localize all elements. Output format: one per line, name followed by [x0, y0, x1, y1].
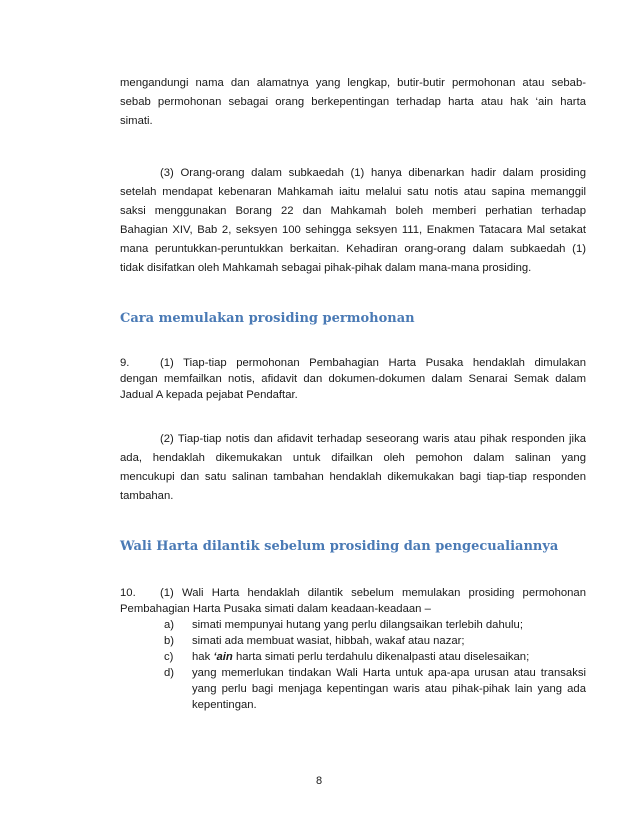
text-line: mencukupi dan satu salinan tambahan hendaklah dikemukakan bagi tiap-tiap responden — [120, 471, 586, 483]
list-item-label: a) — [164, 619, 175, 631]
list-item-text — [192, 665, 586, 713]
list-item — [164, 633, 586, 649]
condition-list — [164, 617, 586, 713]
text-line: simati. — [120, 115, 153, 127]
paragraph-rule-9-1 — [120, 355, 586, 403]
text-line: ada, hendaklah dikemukakan untuk difailkan oleh pemohon dalam salinan yang — [120, 452, 586, 464]
text-line: (3) Orang-orang dalam subkaedah (1) hanya dibenarkan hadir dalam prosiding — [160, 167, 586, 179]
text-fragment: harta simati perlu terdahulu dikenalpasti atau diselesaikan; — [232, 651, 530, 663]
rule-number: 9. — [120, 357, 130, 369]
list-item-label: b) — [164, 635, 175, 647]
text-line: mana peruntukkan-peruntukkan berkaitan. Kehadiran orang-orang dalam subkaedah (1) — [120, 243, 586, 255]
text-line: tidak disifatkan oleh Mahkamah sebagai pihak-pihak dalam mana-mana prosiding. — [120, 262, 532, 274]
text-line: Bahagian XIV, Bab 2, seksyen 100 sehingga seksyen 111, Enakmen Tatacara Mal setakat — [120, 224, 586, 236]
paragraph-continuation — [120, 74, 586, 131]
text-line: yang memerlukan tindakan Wali Harta untuk apa-apa urusan atau transaksi — [192, 667, 586, 679]
list-item-text — [192, 633, 586, 649]
text-fragment: hak — [192, 651, 214, 663]
emphasized-term: ‘ain — [213, 651, 233, 663]
section-heading: Cara memulakan prosiding permohonan — [120, 311, 415, 326]
text-line: (2) Tiap-tiap notis dan afidavit terhadap seseorang waris atau pihak responden jika — [160, 433, 586, 445]
text-line — [120, 355, 586, 371]
paragraph-rule-9-2 — [120, 430, 586, 506]
text-line: saksi menggunakan Borang 22 dan Mahkamah boleh memberi perhatian terhadap — [120, 205, 586, 217]
list-item — [164, 665, 586, 713]
list-item-label: c) — [164, 651, 174, 663]
paragraph-rule-10-1 — [120, 585, 586, 617]
text-line: mengandungi nama dan alamatnya yang lengkap, butir-butir permohonan atau sebab- — [120, 77, 586, 89]
text-line: kepentingan. — [192, 699, 257, 711]
list-item — [164, 649, 586, 665]
rule-number: 10. — [120, 587, 136, 599]
text-line: simati mempunyai hutang yang perlu dilangsaikan terlebih dahulu; — [192, 619, 523, 631]
text-line: sebab permohonan sebagai orang berkepentingan terhadap harta atau hak ‘ain harta — [120, 96, 586, 108]
text-line: dengan memfailkan notis, afidavit dan dokumen-dokumen dalam Senarai Semak dalam — [120, 373, 586, 385]
paragraph-subrule-3 — [120, 164, 586, 278]
text-line — [120, 585, 586, 601]
text-line: tambahan. — [120, 490, 174, 502]
list-item-text — [192, 617, 586, 633]
list-item-text — [192, 649, 586, 665]
text-line: Pembahagian Harta Pusaka simati dalam keadaan-keadaan – — [120, 603, 431, 615]
text-line: Jadual A kepada pejabat Pendaftar. — [120, 389, 298, 401]
text-line — [192, 649, 586, 665]
page-number: 8 — [315, 775, 323, 787]
section-heading: Wali Harta dilantik sebelum prosiding dan pengecualiannya — [120, 539, 559, 554]
text-line: yang perlu bagi menjaga kepentingan waris atau pihak-pihak lain yang ada — [192, 683, 586, 695]
text-line: simati ada membuat wasiat, hibbah, wakaf atau nazar; — [192, 635, 465, 647]
list-item — [164, 617, 586, 633]
text-line: setelah mendapat kebenaran Mahkamah iaitu melalui satu notis atau sapina memanggil — [120, 186, 586, 198]
text-line-content: (1) Wali Harta hendaklah dilantik sebelum memulakan prosiding permohonan — [160, 587, 586, 599]
text-line-content: (1) Tiap-tiap permohonan Pembahagian Harta Pusaka hendaklah dimulakan — [160, 357, 586, 369]
list-item-label: d) — [164, 667, 175, 679]
